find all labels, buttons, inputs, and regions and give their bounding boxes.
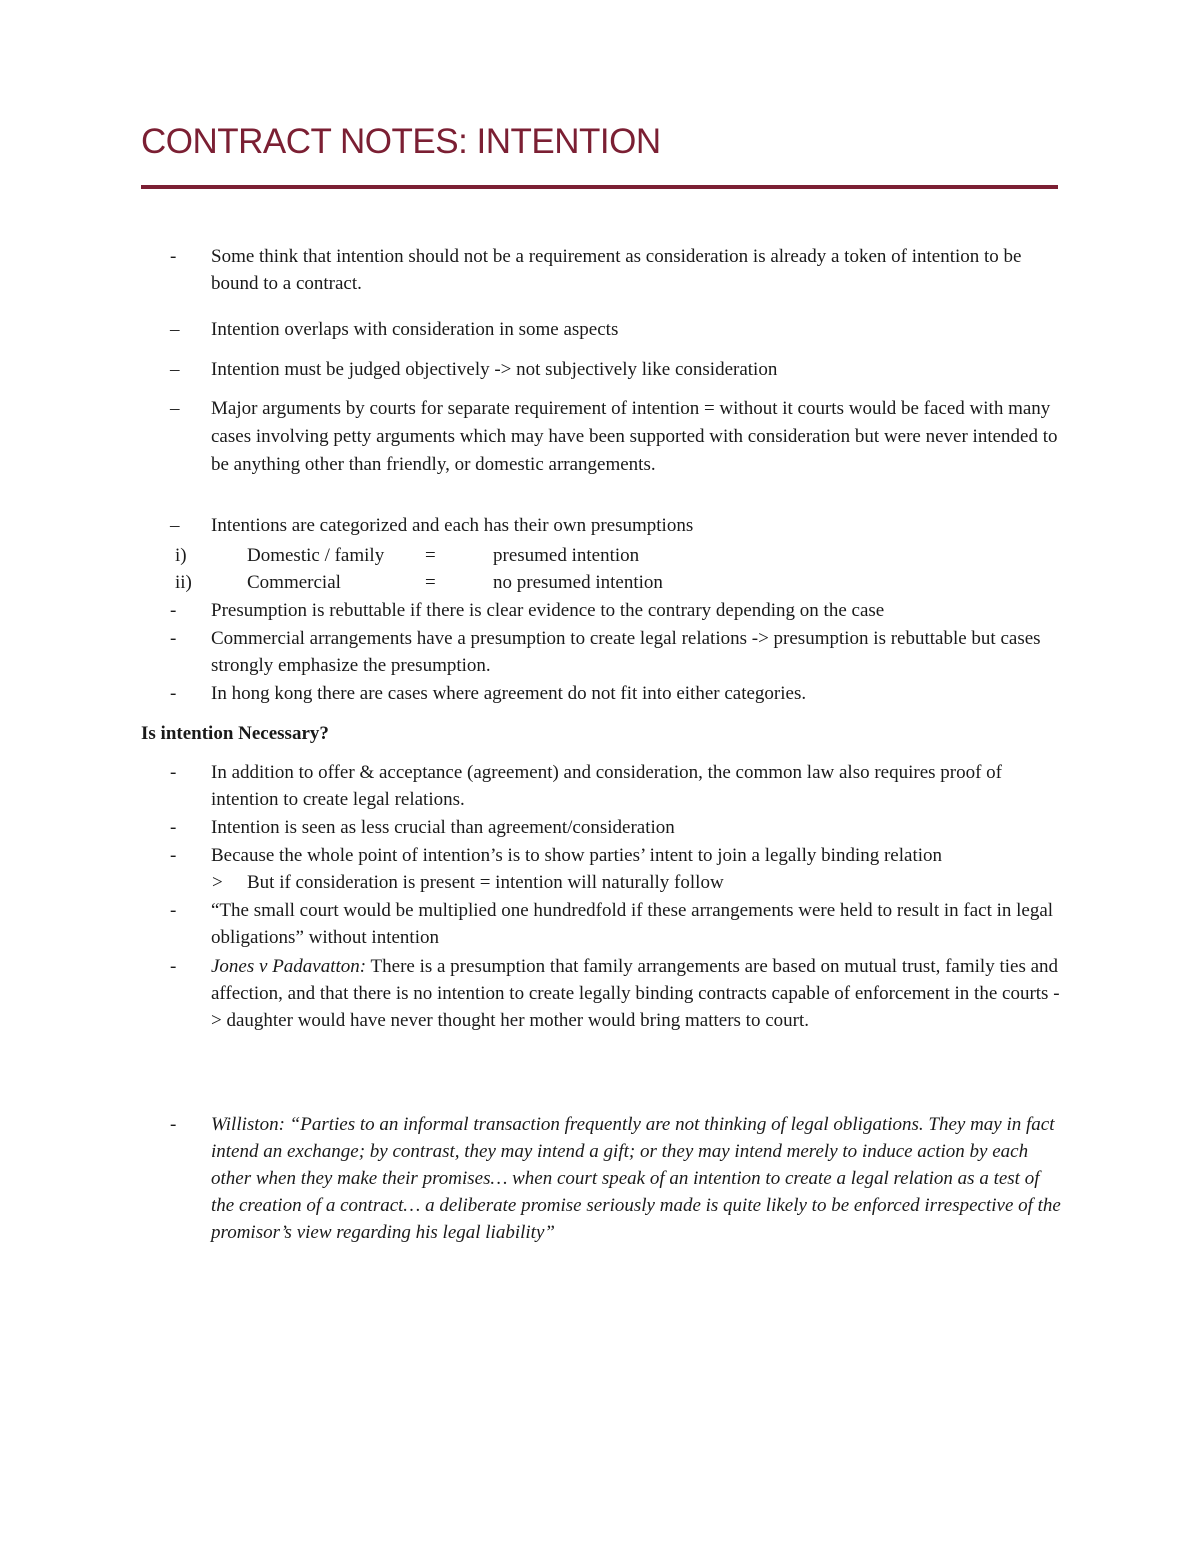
bullet-marker: - xyxy=(170,817,177,838)
bullet-marker: – xyxy=(170,515,180,536)
bullet-text: In addition to offer & acceptance (agreement) and consideration, the common law also requires proof of intention to create legal relations. xyxy=(211,762,1003,810)
category-marker: ii) xyxy=(175,572,192,593)
bullet-text: Presumption is rebuttable if there is clear evidence to the contrary depending on the case xyxy=(211,600,885,621)
bullet-text: Intention overlaps with consideration in some aspects xyxy=(211,319,619,340)
bullet-text: Commercial arrangements have a presumption to create legal relations -> presumption is rebuttable but cases strongly emphasize the presumption. xyxy=(211,628,1041,676)
category-equals: = xyxy=(425,572,436,593)
bullet-marker: - xyxy=(170,956,177,977)
bullet-marker: - xyxy=(170,628,177,649)
category-name: Commercial xyxy=(247,572,341,593)
case-description: There is a presumption that family arrangements are based on mutual trust, family ties and affection, and that there is no intention to create legally binding contracts capable of enforcement in the courts -> daughter would have never thought her mother would bring matters to court. xyxy=(211,956,1060,1031)
nested-text: But if consideration is present = intention will naturally follow xyxy=(247,872,724,893)
category-equals: = xyxy=(425,545,436,566)
bullet-text: Because the whole point of intention’s is to show parties’ intent to join a legally binding relation xyxy=(211,845,943,866)
bullet-text: Major arguments by courts for separate requirement of intention = without it courts would be faced with many cases involving petty arguments which may have been supported with consideration but were never intended to be anything other than friendly, or domestic arrangements. xyxy=(211,398,1058,475)
bullet-text: Intention is seen as less crucial than agreement/consideration xyxy=(211,817,675,838)
bullet-text: Some think that intention should not be a requirement as consideration is already a token of intention to be bound to a contract. xyxy=(211,246,1022,294)
bullet-text: In hong kong there are cases where agreement do not fit into either categories. xyxy=(211,683,807,704)
category-value: presumed intention xyxy=(493,545,640,566)
bullet-marker: – xyxy=(170,398,180,419)
title-underline-rule xyxy=(141,185,1058,189)
bullet-marker: - xyxy=(170,1114,177,1135)
bullet-marker: – xyxy=(170,359,180,380)
nested-marker: > xyxy=(212,872,223,893)
document-title: CONTRACT NOTES: INTENTION xyxy=(141,122,661,161)
bullet-marker: – xyxy=(170,319,180,340)
bullet-text: “The small court would be multiplied one hundredfold if these arrangements were held to result in fact in legal obligations” without intention xyxy=(211,900,1054,948)
bullet-marker: - xyxy=(170,762,177,783)
quote-text: Williston: “Parties to an informal transaction frequently are not thinking of legal obligations. They may in fact intend an exchange; by contrast, they may intend a gift; or they may intend merely to induce action by each other when they make their promises… when court speak of an intention to create a legal relation as a test of the creation of a contract… a deliberate promise seriously made is quite likely to be enforced irrespective of the promisor’s view regarding his legal liability” xyxy=(211,1114,1061,1243)
section-heading: Is intention Necessary? xyxy=(141,723,329,744)
bullet-marker: - xyxy=(170,900,177,921)
case-text xyxy=(211,953,1061,1034)
bullet-marker: - xyxy=(170,600,177,621)
bullet-marker: - xyxy=(170,246,177,267)
bullet-text: Intention must be judged objectively -> not subjectively like consideration xyxy=(211,359,778,380)
category-marker: i) xyxy=(175,545,187,566)
case-name: Jones v Padavatton: xyxy=(211,956,367,977)
category-value: no presumed intention xyxy=(493,572,663,593)
bullet-marker: - xyxy=(170,845,177,866)
bullet-marker: - xyxy=(170,683,177,704)
bullet-text: Intentions are categorized and each has their own presumptions xyxy=(211,515,694,536)
category-name: Domestic / family xyxy=(247,545,385,566)
